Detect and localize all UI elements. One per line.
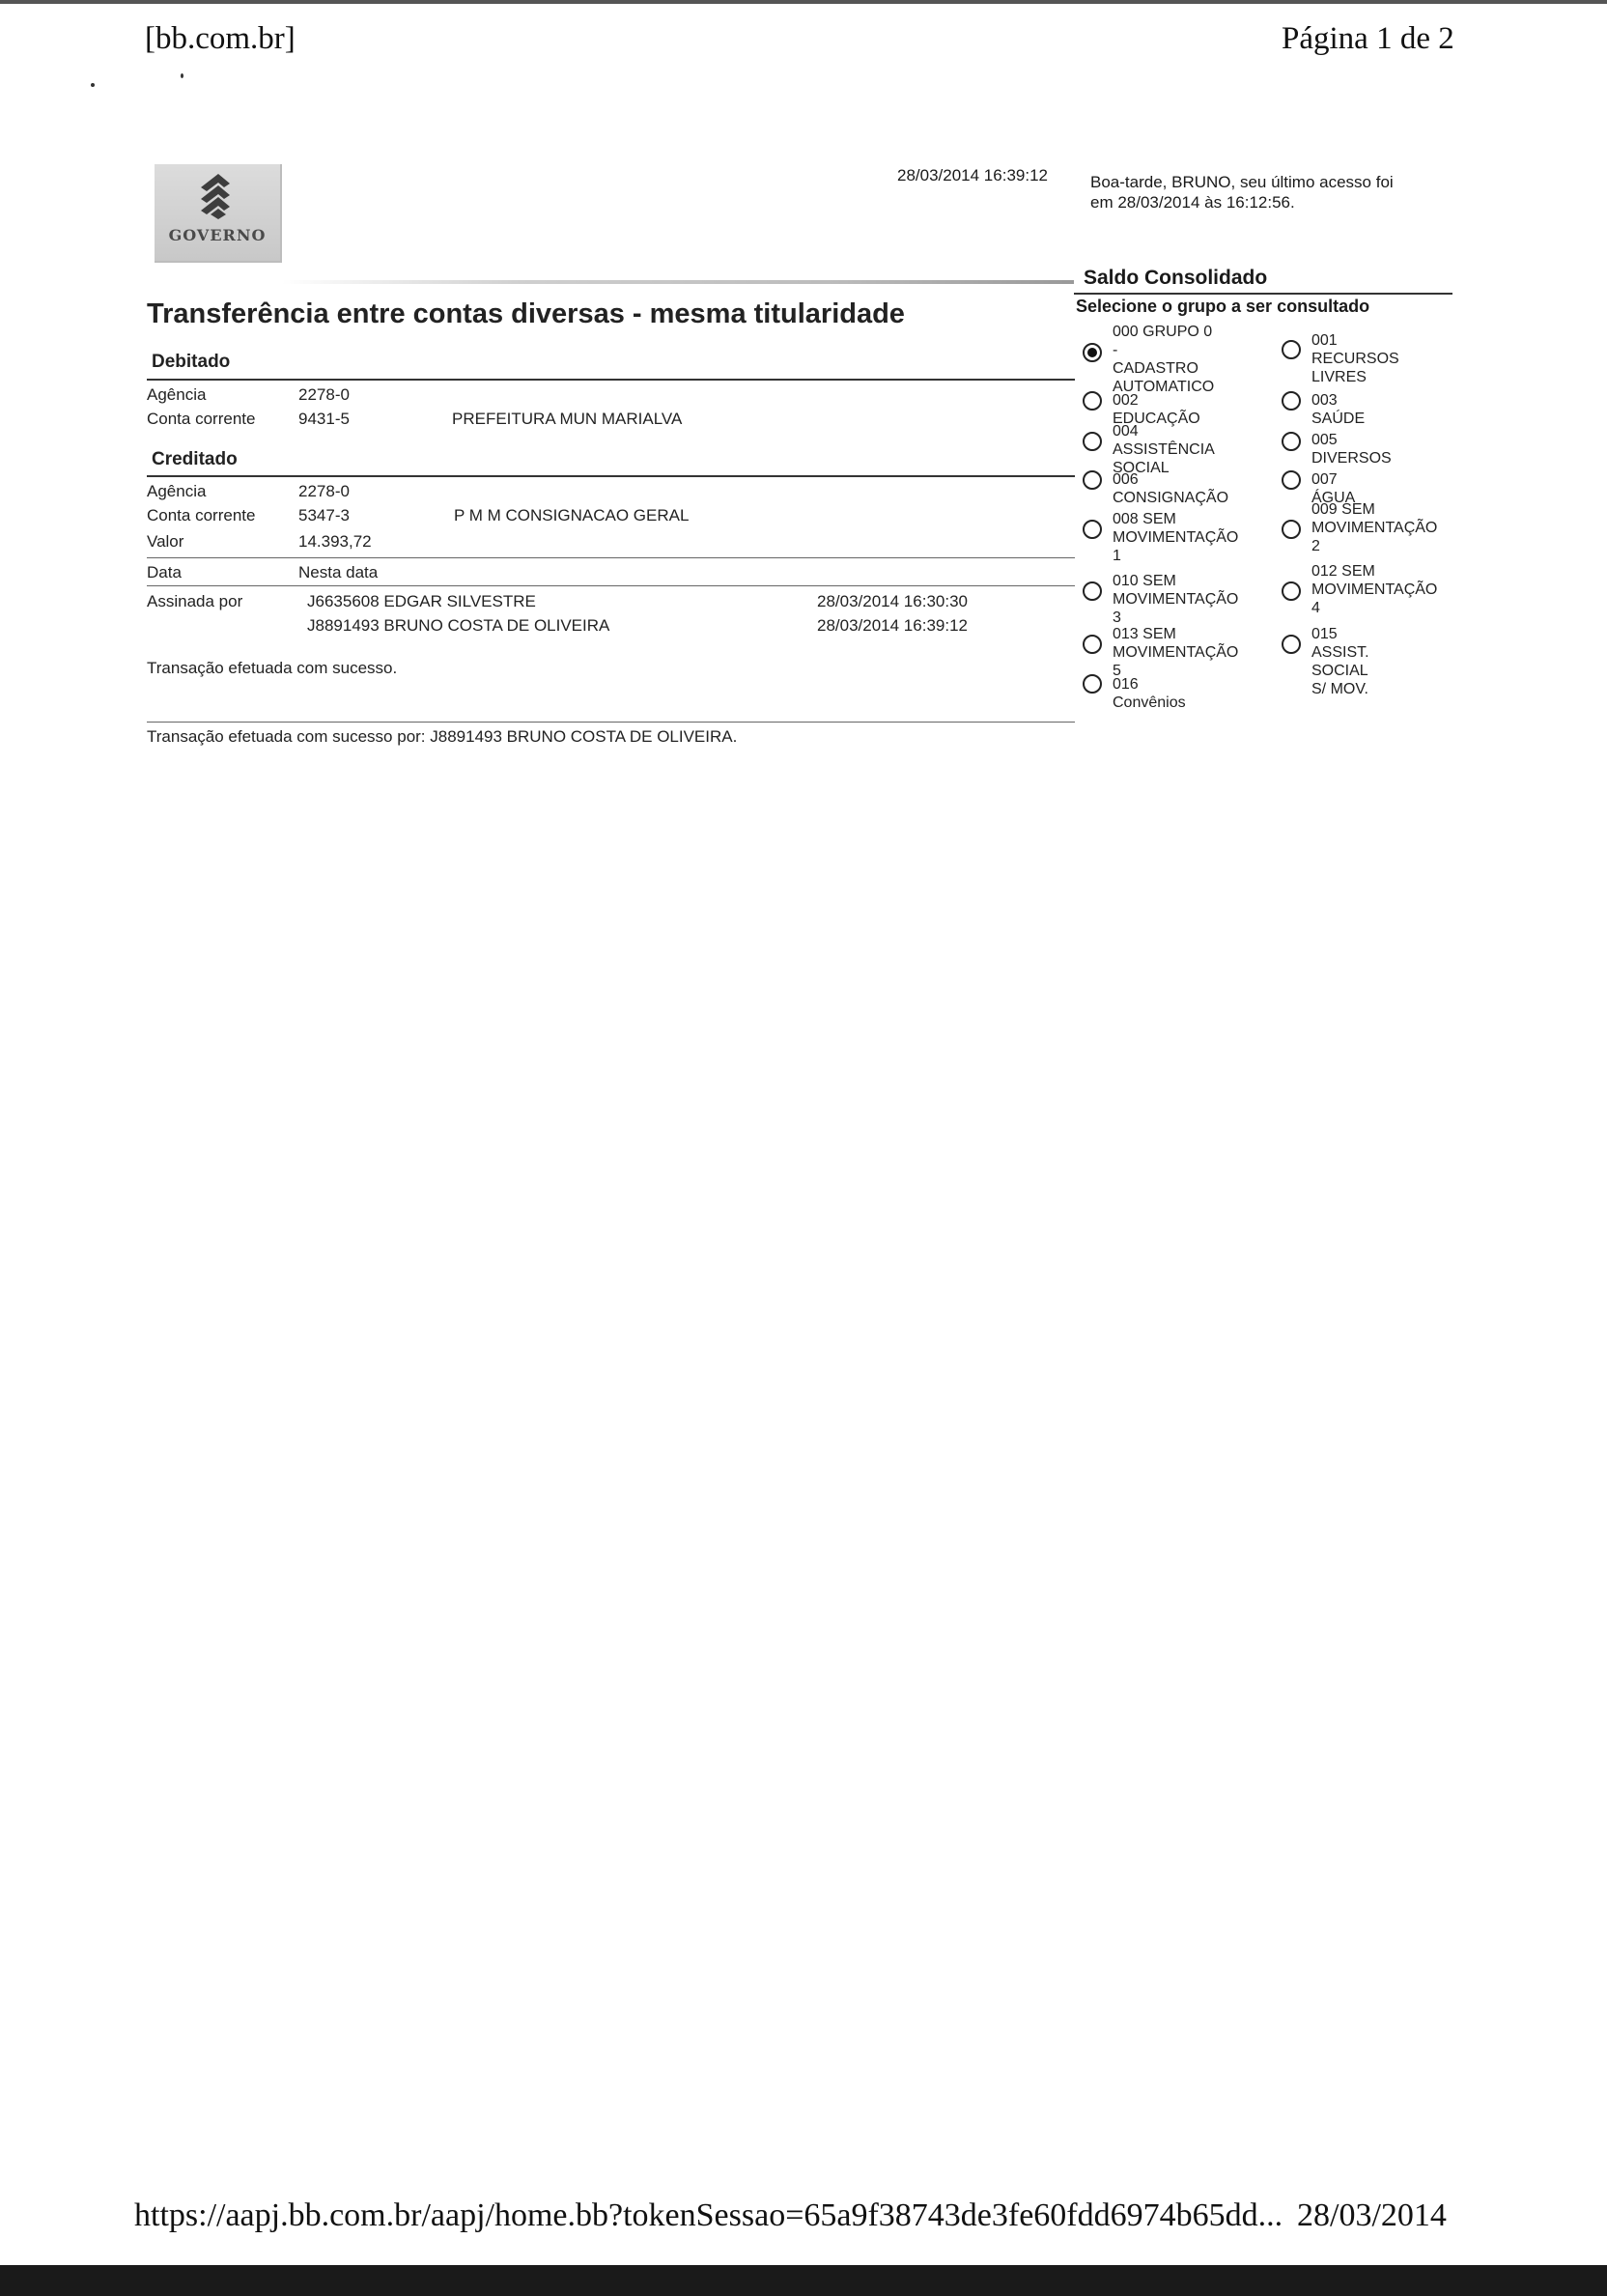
option-002-label[interactable]: 002 EDUCAÇÃO: [1113, 392, 1200, 427]
creditado-conta-value: 5347-3: [298, 506, 350, 524]
creditado-rule: [147, 475, 1075, 477]
debitado-agencia-value: 2278-0: [298, 385, 350, 404]
print-footer-url: https://aapj.bb.com.br/aapj/home.bb?tokenSessao=65a9f38743de3fe60fdd6974b65dd...: [134, 2197, 1283, 2233]
valor-label: Valor: [147, 532, 184, 551]
status-by-message: Transação efetuada com sucesso por: J8891493 BRUNO COSTA DE OLIVEIRA.: [147, 727, 738, 746]
signature-2-who: J8891493 BRUNO COSTA DE OLIVEIRA: [307, 616, 610, 635]
signature-1-when: 28/03/2014 16:30:30: [817, 592, 968, 610]
footer-rule: [147, 722, 1075, 723]
option-004-label[interactable]: 004 ASSISTÊNCIA SOCIAL: [1113, 423, 1215, 476]
option-009-label[interactable]: 009 SEM MOVIMENTAÇÃO 2: [1311, 501, 1438, 554]
creditado-titular: P M M CONSIGNACAO GERAL: [454, 506, 690, 524]
scan-speck: [91, 83, 95, 87]
option-006-label[interactable]: 006 CONSIGNAÇÃO: [1113, 471, 1229, 506]
header-divider: [282, 280, 1074, 284]
debitado-rule: [147, 379, 1075, 381]
debitado-conta-label: Conta corrente: [147, 410, 256, 428]
option-016-label[interactable]: 016 Convênios: [1113, 676, 1186, 711]
print-footer-date: 28/03/2014: [1297, 2197, 1447, 2233]
radio-003[interactable]: [1282, 391, 1301, 411]
radio-009[interactable]: [1282, 520, 1301, 539]
option-007-label[interactable]: 007 ÁGUA: [1311, 471, 1356, 506]
scan-speck: [181, 73, 183, 78]
option-012-label[interactable]: 012 SEM MOVIMENTAÇÃO 4: [1311, 563, 1438, 616]
radio-008[interactable]: [1083, 520, 1102, 539]
saldo-title: Saldo Consolidado: [1084, 267, 1268, 289]
radio-013[interactable]: [1083, 635, 1102, 654]
debitado-agencia-label: Agência: [147, 385, 207, 404]
page-title: Transferência entre contas diversas - mesma titularidade: [147, 298, 905, 329]
option-015-label[interactable]: 015 ASSIST. SOCIAL S/ MOV.: [1311, 626, 1369, 697]
debitado-titular: PREFEITURA MUN MARIALVA: [452, 410, 683, 428]
option-001-label[interactable]: 001 RECURSOS LIVRES: [1311, 332, 1399, 385]
status-message: Transação efetuada com sucesso.: [147, 659, 398, 677]
debitado-conta-value: 9431-5: [298, 410, 350, 428]
session-timestamp: 28/03/2014 16:39:12: [897, 166, 1048, 184]
debitado-heading: Debitado: [152, 352, 231, 372]
greeting-line-2: em 28/03/2014 às 16:12:56.: [1090, 193, 1295, 212]
data-value: Nesta data: [298, 563, 379, 581]
print-header-page: Página 1 de 2: [1282, 21, 1454, 56]
saldo-rule: [1074, 293, 1452, 295]
assinada-label: Assinada por: [147, 592, 243, 610]
creditado-heading: Creditado: [152, 449, 238, 469]
data-rule: [147, 557, 1075, 558]
greeting: [1090, 172, 1467, 213]
option-003-label[interactable]: 003 SAÚDE: [1311, 392, 1366, 427]
bb-governo-logo[interactable]: [155, 164, 282, 263]
creditado-agencia-value: 2278-0: [298, 482, 350, 500]
option-010-label[interactable]: 010 SEM MOVIMENTAÇÃO 3: [1113, 573, 1239, 626]
assinada-rule: [147, 585, 1075, 586]
logo-label: GOVERNO: [168, 226, 267, 244]
scan-top-edge: [0, 0, 1607, 4]
valor-value: 14.393,72: [298, 532, 372, 551]
greeting-line-1: Boa-tarde, BRUNO, seu último acesso foi: [1090, 173, 1394, 191]
option-013-label[interactable]: 013 SEM MOVIMENTAÇÃO 5: [1113, 626, 1239, 679]
radio-006[interactable]: [1083, 470, 1102, 490]
option-000-label[interactable]: 000 GRUPO 0 - CADASTRO AUTOMATICO: [1113, 324, 1215, 395]
scan-bottom-edge: [0, 2265, 1607, 2296]
option-005-label[interactable]: 005 DIVERSOS: [1311, 432, 1392, 467]
select-group-label: Selecione o grupo a ser consultado: [1076, 297, 1370, 316]
signature-2-when: 28/03/2014 16:39:12: [817, 616, 968, 635]
radio-004[interactable]: [1083, 432, 1102, 451]
radio-010[interactable]: [1083, 581, 1102, 601]
radio-016[interactable]: [1083, 674, 1102, 694]
data-label: Data: [147, 563, 182, 581]
creditado-agencia-label: Agência: [147, 482, 207, 500]
radio-005[interactable]: [1282, 432, 1301, 451]
option-008-label[interactable]: 008 SEM MOVIMENTAÇÃO 1: [1113, 511, 1239, 564]
radio-007[interactable]: [1282, 470, 1301, 490]
radio-015[interactable]: [1282, 635, 1301, 654]
creditado-conta-label: Conta corrente: [147, 506, 256, 524]
radio-012[interactable]: [1282, 581, 1301, 601]
print-header-site: [bb.com.br]: [145, 21, 296, 56]
signature-1-who: J6635608 EDGAR SILVESTRE: [307, 592, 536, 610]
bb-logo-icon: [197, 172, 240, 220]
radio-002[interactable]: [1083, 391, 1102, 411]
radio-000[interactable]: [1083, 343, 1102, 362]
radio-001[interactable]: [1282, 340, 1301, 359]
